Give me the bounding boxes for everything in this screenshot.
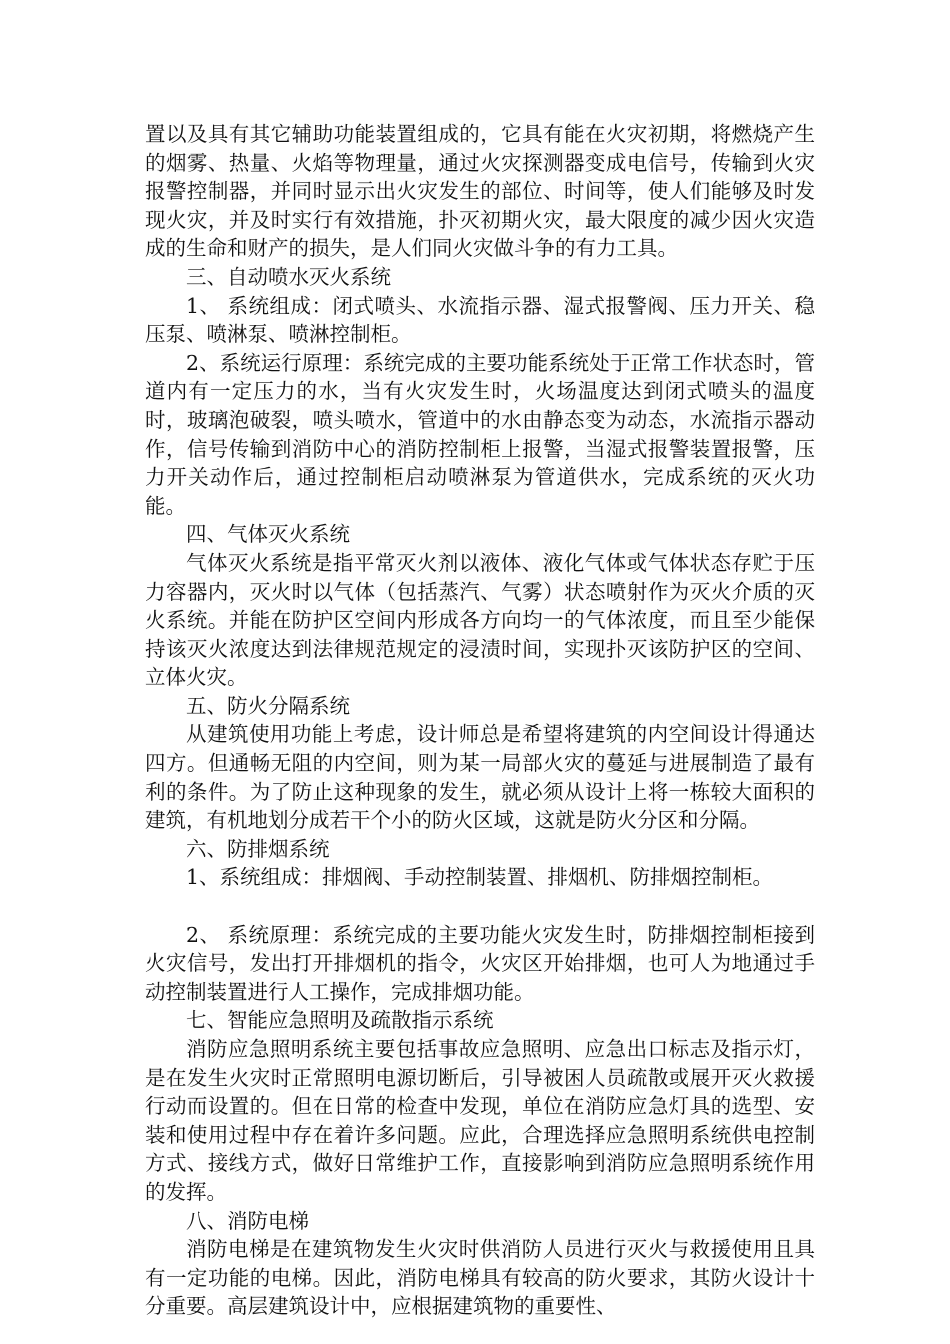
paragraph: 消防应急照明系统主要包括事故应急照明、应急出口标志及指示灯，是在发生火灾时正常照明电源切断后，引导被困人员疏散或展开灭火救援行动而设置的。但在日常的检查中发现，单位在消防应急灯具的选型、安装和使用过程中存在着许多问题。应此，合理选择应急照明系统供电控制方式、接线方式，做好日常维护工作，直接影响到消防应急照明系统作用的发挥。 [145,1037,815,1204]
paragraph: 气体灭火系统是指平常灭火剂以液体、液化气体或气体状态存贮于压力容器内，灭火时以气体（包括蒸汽、气雾）状态喷射作为灭火介质的灭火系统。并能在防护区空间内形成各方向均一的气体浓度，而且至少能保持该灭火浓度达到法律规范规定的浸渍时间，实现扑灭该防护区的空间、立体火灾。 [145,550,815,690]
section-heading: 七、智能应急照明及疏散指示系统 [186,1008,494,1033]
paragraph: 2、系统运行原理：系统完成的主要功能系统处于正常工作状态时，管道内有一定压力的水，当有火灾发生时，火场温度达到闭式喷头的温度时，玻璃泡破裂，喷头喷水，管道中的水由静态变为动态，水流指示器动作，信号传输到消防中心的消防控制柜上报警，当湿式报警装置报警，压力开关动作后，通过控制柜启动喷淋泵为管道供水，完成系统的灭火功能。 [145,350,815,518]
paragraph: 1、系统组成：排烟阀、手动控制装置、排烟机、防排烟控制柜。 [186,865,774,890]
section-heading: 五、防火分隔系统 [186,693,350,718]
section-heading: 六、防排烟系统 [186,836,330,861]
paragraph: 2、 系统原理：系统完成的主要功能火灾发生时，防排烟控制柜接到火灾信号，发出打开排烟机的指令，火灾区开始排烟，也可人为地通过手动控制装置进行人工操作，完成排烟功能。 [145,922,815,1004]
section-heading: 四、气体灭火系统 [186,522,350,547]
paragraph: 从建筑使用功能上考虑，设计师总是希望将建筑的内空间设计得通达四方。但通畅无阻的内空间，则为某一局部火灾的蔓延与进展制造了最有利的条件。为了防止这种现象的发生，就必须从设计上将一栋较大面积的建筑，有机地划分成若干个小的防火区域，这就是防火分区和分隔。 [145,722,815,833]
paragraph: 消防电梯是在建筑物发生火灾时供消防人员进行灭火与救援使用且具有一定功能的电梯。因此，消防电梯具有较高的防火要求，其防火设计十分重要。高层建筑设计中，应根据建筑物的重要性、 [145,1237,815,1319]
paragraph: 1、 系统组成：闭式喷头、水流指示器、湿式报警阀、压力开关、稳压泵、喷淋泵、喷淋控制柜。 [145,293,815,347]
section-heading: 三、自动喷水灭火系统 [186,264,391,289]
paragraph: 置以及具有其它辅助功能装置组成的，它具有能在火灾初期，将燃烧产生的烟雾、热量、火焰等物理量，通过火灾探测器变成电信号，传输到火灾报警控制器，并同时显示出火灾发生的部位、时间等，使人们能够及时发现火灾，并及时实行有效措施，扑灭初期火灾，最大限度的减少因火灾造成的生命和财产的损失，是人们同火灾做斗争的有力工具。 [145,122,815,261]
document-body [145,120,815,1321]
blank-line [145,892,815,921]
section-heading: 八、消防电梯 [186,1208,309,1233]
